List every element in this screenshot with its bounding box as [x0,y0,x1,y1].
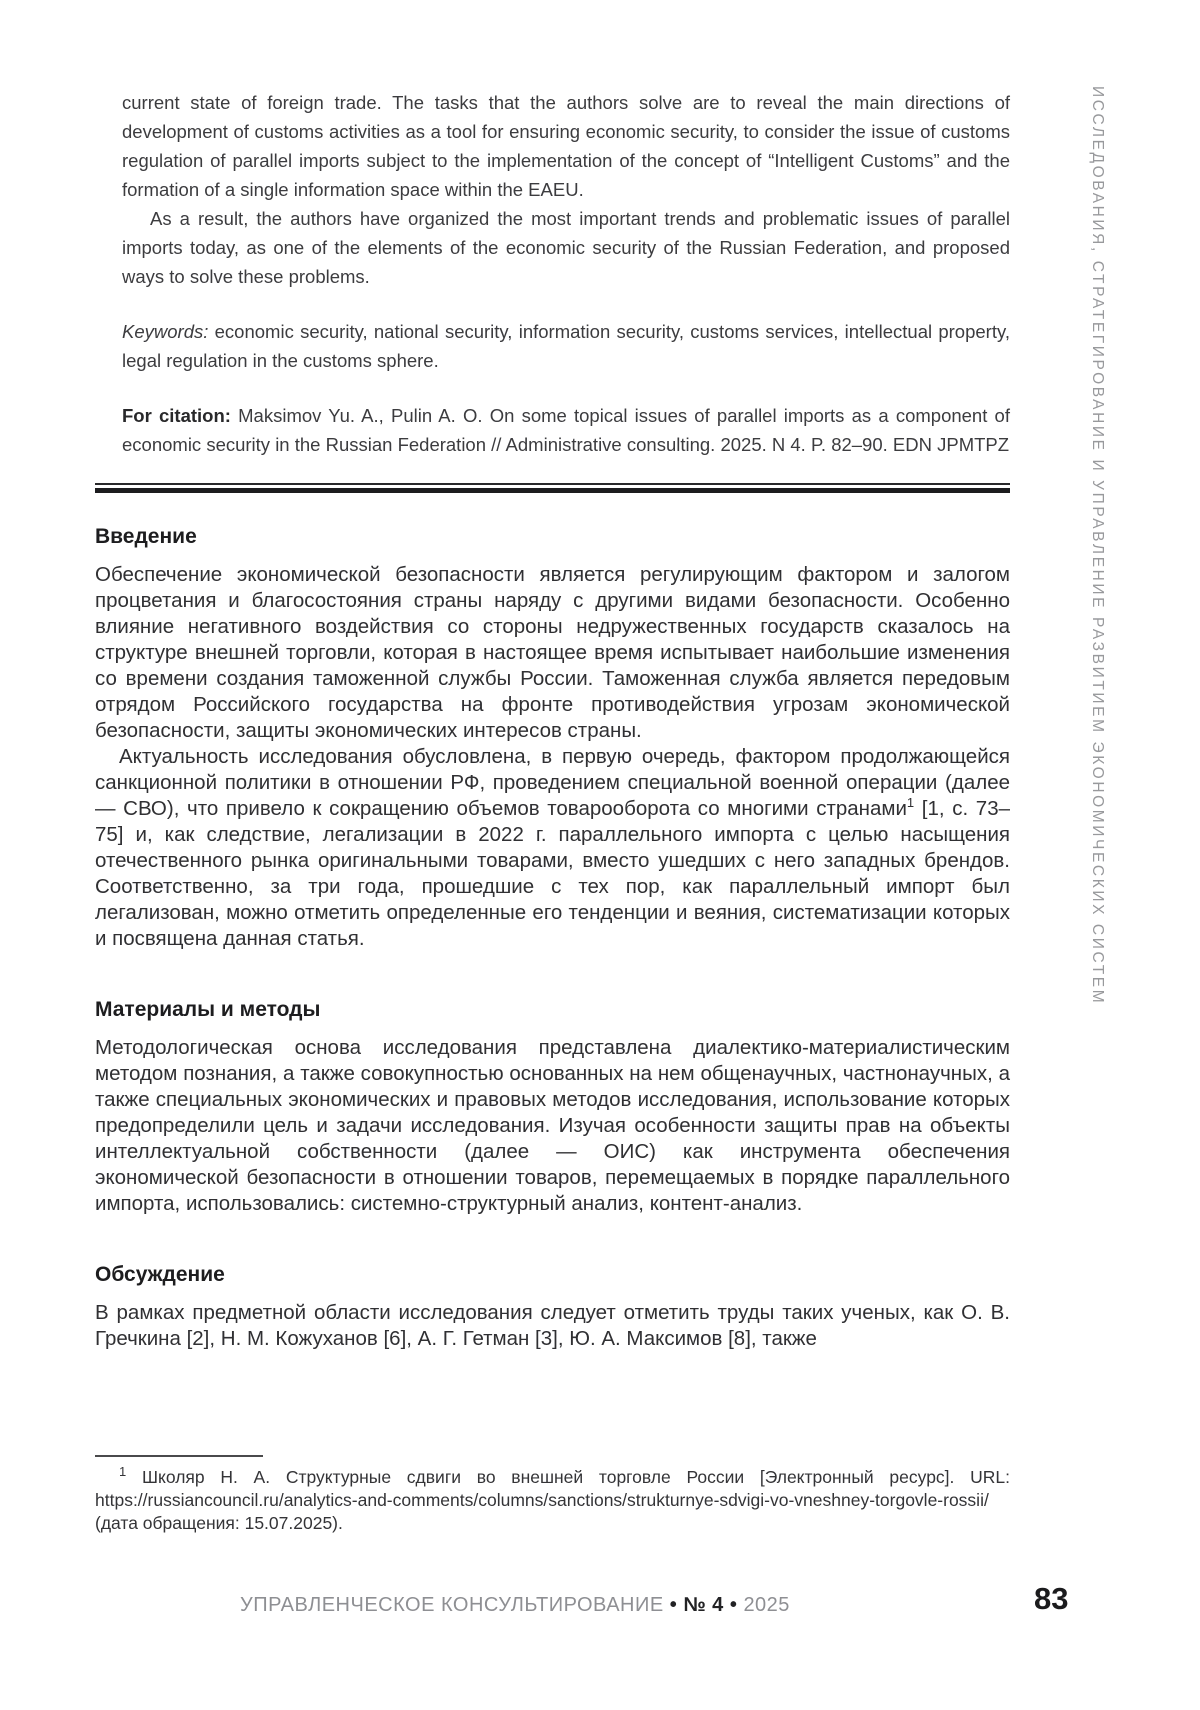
issue-year: 2025 [743,1594,790,1616]
separator-dot: • [663,1594,684,1616]
footnote-block [95,1455,1010,1535]
article-body [95,525,1010,1352]
section-heading-methods: Материалы и методы [95,998,321,1021]
footnote-text: Школяр Н. А. Структурные сдвиги во внешней торговле России [Электронный ресурс]. URL: https://russiancouncil.ru/analytics-and-comments/columns/sanctions/strukturnye-sdvigi-vo-vneshney-torgovle-rossii/ (дата обращения: 15.07.2025). [95,1467,1010,1533]
journal-title: УПРАВЛЕНЧЕСКОЕ КОНСУЛЬТИРОВАНИЕ [240,1594,664,1616]
footnote-ref-superscript: 1 [906,795,915,811]
intro-paragraph-2-text: Актуальность исследования обусловлена, в первую очередь, фактором продолжающейся санкционной политики в отношении РФ, проведением специальной военной операции (далее — СВО), что привело к сокращению объемов товарооборота со многими странами [95,745,1010,820]
abstract-en-block [122,88,1010,459]
intro-paragraph-2 [95,744,1010,952]
methods-paragraph-1: Методологическая основа исследования представлена диалектико-материалистическим методом познания, а также совокупностью основанных на нем общенаучных, частнонаучных, а также специальных экономических и правовых методов исследования, использование которых предопределили цель и задачи исследования. Изучая особенности защиты прав на объекты интеллектуальной собственности (далее — ОИС) как инструмента обеспечения экономической безопасности в отношении товаров, перемещаемых в порядке параллельного импорта, использовались: системно-структурный анализ, контент-анализ. [95,1036,1010,1215]
citation-label: For citation: [122,405,231,426]
footnote-marker: 1 [119,1464,127,1480]
keywords-paragraph [122,317,1010,375]
section-heading-introduction: Введение [95,525,197,548]
abstract-paragraph-2: As a result, the authors have organized the most important trends and problematic issues of parallel imports today, as one of the elements of the economic security of the Russian Federation, and proposed ways to solve these problems. [122,208,1010,287]
separator-dot: • [723,1594,744,1616]
abstract-paragraph-1: current state of foreign trade. The tasks that the authors solve are to reveal the main directions of development of customs activities as a tool for ensuring economic security, to consider the issue of customs regulation of parallel imports subject to the implementation of the concept of “Intelligent Customs” and the formation of a single information space within the EAEU. [122,92,1010,200]
citation-paragraph [122,401,1010,459]
footer-journal-line [95,1594,935,1617]
footnote-separator [95,1455,263,1457]
discussion-paragraph-1: В рамках предметной области исследования следует отметить труды таких ученых, как О. В. Гречкина [2], Н. М. Кожуханов [6], А. Г. Гетман [3], Ю. А. Максимов [8], также [95,1301,1010,1350]
keywords-text: economic security, national security, information security, customs services, intellectual property, legal regulation in the customs sphere. [122,321,1010,371]
footnote [95,1466,1010,1535]
double-rule-divider [95,483,1010,493]
section-heading-discussion: Обсуждение [95,1263,225,1286]
divider-thick-line [95,488,1010,493]
intro-paragraph-1: Обеспечение экономической безопасности является регулирующим фактором и залогом процветания и благосостояния страны наряду с другими видами безопасности. Особенно влияние негативного воздействия со стороны недружественных государств сказалось на структуре внешней торговли, которая в настоящее время испытывает наибольшие изменения со времени создания таможенной службы России. Таможенная служба является передовым отрядом Российского государства на фронте противодействия угрозам экономической безопасности, защиты экономических интересов страны. [95,563,1010,742]
citation-text: Maksimov Yu. A., Pulin A. O. On some topical issues of parallel imports as a component of economic security in the Russian Federation // Administrative consulting. 2025. N 4. P. 82–90. EDN JPMTPZ [122,405,1010,455]
side-section-caption: ИССЛЕДОВАНИЯ, СТРАТЕГИРОВАНИЕ И УПРАВЛЕНИЕ РАЗВИТИЕМ ЭКОНОМИЧЕСКИХ СИСТЕМ [1089,86,1106,1006]
intro-paragraph-2-continued: [1, с. 73–75] и, как следствие, легализации в 2022 г. параллельного импорта с целью насыщения отечественного рынка оригинальными товарами, вместо ушедших с него западных брендов. Соответственно, за три года, прошедшие с тех пор, как параллельный импорт был легализован, можно отметить определенные его тенденции и веяния, систематизации которых и посвящена данная статья. [95,797,1011,950]
page-number: 83 [1034,1581,1069,1616]
keywords-label: Keywords: [122,321,209,342]
issue-number: № 4 [683,1594,724,1616]
